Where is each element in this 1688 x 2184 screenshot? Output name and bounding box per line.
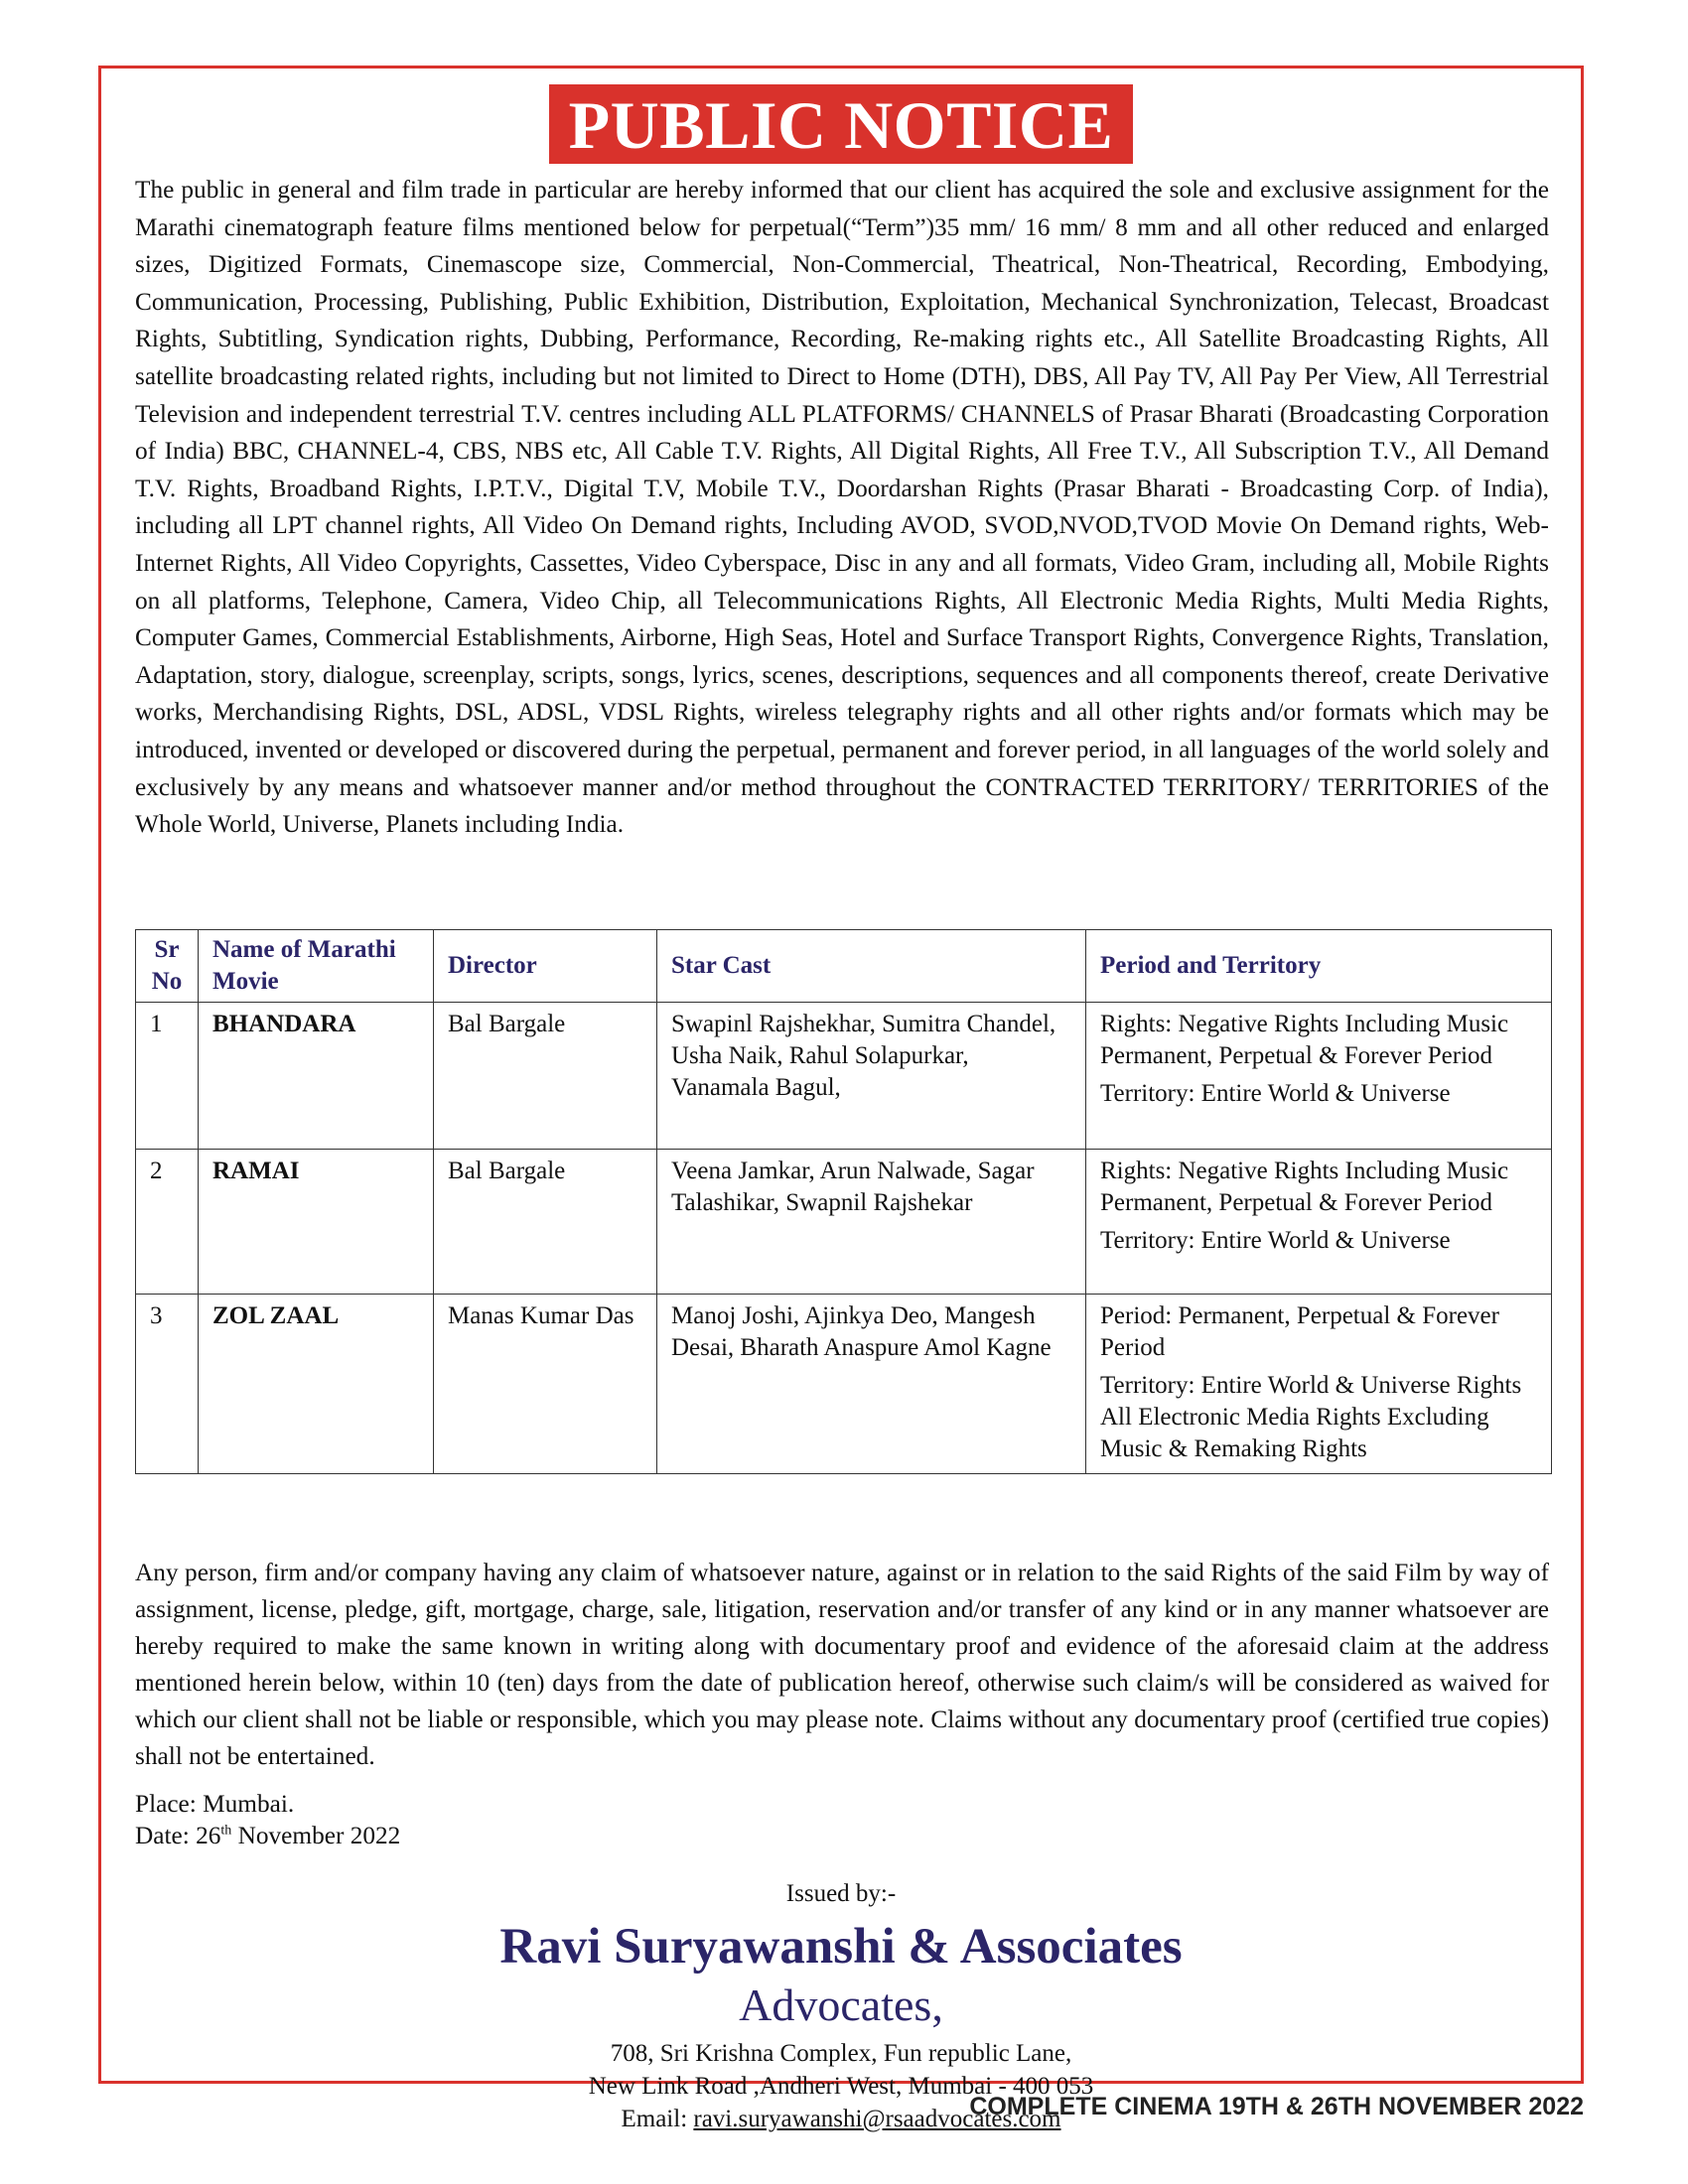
territory-text: Territory: Entire World & Universe: [1100, 1227, 1451, 1254]
claims-paragraph: Any person, firm and/or company having any claim of whatsoever nature, against or in relation to the said Rights of the said Film by way of assignment, license, pledge, gift, mortgage, charge, sale, litigation, reservation and/or transfer of any kind or in any manner whatsoever are hereby required to make the same known in writing along with documentary proof and evidence of the aforesaid claim at the address mentioned herein below, within 10 (ten) days from the date of publication hereof, otherwise such claim/s will be considered as waived for which our client shall not be liable or responsible, which you may please note. Claims without any documentary proof (certified true copies) shall not be entertained.: [135, 1559, 1549, 1770]
cell-director: Manas Kumar Das: [434, 1295, 657, 1474]
intro-paragraph: The public in general and film trade in particular are hereby informed that our client has acquired the sole and exclusive assignment for the Marathi cinematograph feature films mentioned below for perpetual(“Term”)35 mm/ 16 mm/ 8 mm and all other reduced and enlarged sizes, Digitized Formats, Cinemascope size, Commercial, Non-Commercial, Theatrical, Non-Theatrical, Recording, Embodying, Communication, Processing, Publishing, Public Exhibition, Distribution, Exploitation, Mechanical Synchronization, Telecast, Broadcast Rights, Subtitling, Syndication rights, Dubbing, Performance, Recording, Re-making rights etc., All Satellite Broadcasting Rights, All satellite broadcasting related rights, including but not limited to Direct to Home (DTH), DBS, All Pay TV, All Pay Per View, All Terrestrial Television and independent terrestrial T.V. centres including ALL PLATFORMS/ CHANNELS of Prasar Bharati (Broadcasting Corporation of India) BBC, CHANNEL-4, CBS, NBS etc, All Cable T.V. Rights, All Digital Rights, All Free T.V., All Subscription T.V., All Demand T.V. Rights, Broadband Rights, I.P.T.V., Digital T.V, Mobile T.V., Doordarshan Rights (Prasar Bharati - Broadcasting Corp. of India), including all LPT channel rights, All Video On Demand rights, Including AVOD, SVOD,NVOD,TVOD Movie On Demand rights, Web- Internet Rights, All Video Copyrights, Cassettes, Video Cyberspace, Disc in any and all formats, Video Gram, including all, Mobile Rights on all platforms, Telephone, Camera, Video Chip, all Telecommunications Rights, All Electronic Media Rights, Multi Media Rights, Computer Games, Commercial Establishments, Airborne, High Seas, Hotel and Surface Transport Rights, Convergence Rights, Translation, Adaptation, story, dialogue, screenplay, scripts, songs, lyrics, scenes, descriptions, sequences and all components thereof, create Derivative works, Merchandising Rights, DSL, ADSL, VDSL Rights, wireless telegraphy rights and all other rights and/or formats which may be introduced, invented or developed or discovered during the perpetual, permanent and forever period, in all languages of the world solely and exclusively by any means and whatsoever manner and/or method throughout the CONTRACTED TERRITORY/ TERRITORIES of the Whole World, Universe, Planets including India.: [135, 176, 1549, 839]
place-text: Place: Mumbai.: [135, 1790, 295, 1818]
header-movie-name: Name of Marathi Movie: [199, 930, 434, 1003]
territory-text: Territory: Entire World & Universe Rights All Electronic Media Rights Excluding Music & Remaking Rights: [1100, 1372, 1522, 1462]
cell-star-cast: Swapinl Rajshekhar, Sumitra Chandel, Usha Naik, Rahul Solapurkar, Vanamala Bagul,: [657, 1003, 1086, 1150]
cell-star-cast: Veena Jamkar, Arun Nalwade, Sagar Talashikar, Swapnil Rajshekar: [657, 1150, 1086, 1295]
header-star-cast: Star Cast: [657, 930, 1086, 1003]
address-line-2: New Link Road ,Andheri West, Mumbai - 400 053: [588, 2073, 1094, 2100]
email-label: Email:: [621, 2106, 694, 2132]
cell-movie-name: BHANDARA: [199, 1003, 434, 1150]
cell-period-territory: [1086, 1003, 1552, 1150]
email-link[interactable]: ravi.suryawanshi@rsaadvocates.com: [693, 2106, 1061, 2132]
publication-footer: COMPLETE CINEMA 19TH & 26TH NOVEMBER 2022: [969, 2093, 1584, 2120]
notice-title: PUBLIC NOTICE: [549, 84, 1134, 164]
firm-name: Ravi Suryawanshi & Associates: [499, 1919, 1183, 1975]
date-text: [135, 1820, 400, 1851]
place-date-block: [135, 1788, 400, 1851]
period-rights-text: Period: Permanent, Perpetual & Forever Period: [1100, 1302, 1499, 1361]
table-row: [136, 1150, 1552, 1295]
cell-director: Bal Bargale: [434, 1003, 657, 1150]
date-suffix: November 2022: [231, 1822, 401, 1849]
cell-sr-no: 3: [136, 1295, 199, 1474]
cell-period-territory: [1086, 1295, 1552, 1474]
cell-star-cast: Manoj Joshi, Ajinkya Deo, Mangesh Desai, Bharath Anaspure Amol Kagne: [657, 1295, 1086, 1474]
cell-director: Bal Bargale: [434, 1150, 657, 1295]
title-wrap: [101, 84, 1581, 164]
cell-period-territory: [1086, 1150, 1552, 1295]
issued-by-label: Issued by:-: [785, 1880, 897, 1907]
territory-text: Territory: Entire World & Universe: [1100, 1080, 1451, 1107]
header-director: Director: [434, 930, 657, 1003]
header-period-territory: Period and Territory: [1086, 930, 1552, 1003]
films-table: [135, 929, 1552, 1474]
address-line-1: 708, Sri Krishna Complex, Fun republic Lane,: [610, 2040, 1072, 2067]
cell-sr-no: 1: [136, 1003, 199, 1150]
date-prefix: Date: 26: [135, 1822, 221, 1849]
period-rights-text: Rights: Negative Rights Including Music Permanent, Perpetual & Forever Period: [1100, 1011, 1509, 1069]
table-row: [136, 1295, 1552, 1474]
cell-movie-name: ZOL ZAAL: [199, 1295, 434, 1474]
header-sr-no: Sr No: [136, 930, 199, 1003]
period-rights-text: Rights: Negative Rights Including Music Permanent, Perpetual & Forever Period: [1100, 1158, 1509, 1216]
table-row: [136, 1003, 1552, 1150]
cell-movie-name: RAMAI: [199, 1150, 434, 1295]
date-ordinal: th: [220, 1823, 232, 1839]
table-header-row: [136, 930, 1552, 1003]
firm-role: Advocates,: [739, 1979, 943, 2030]
cell-sr-no: 2: [136, 1150, 199, 1295]
